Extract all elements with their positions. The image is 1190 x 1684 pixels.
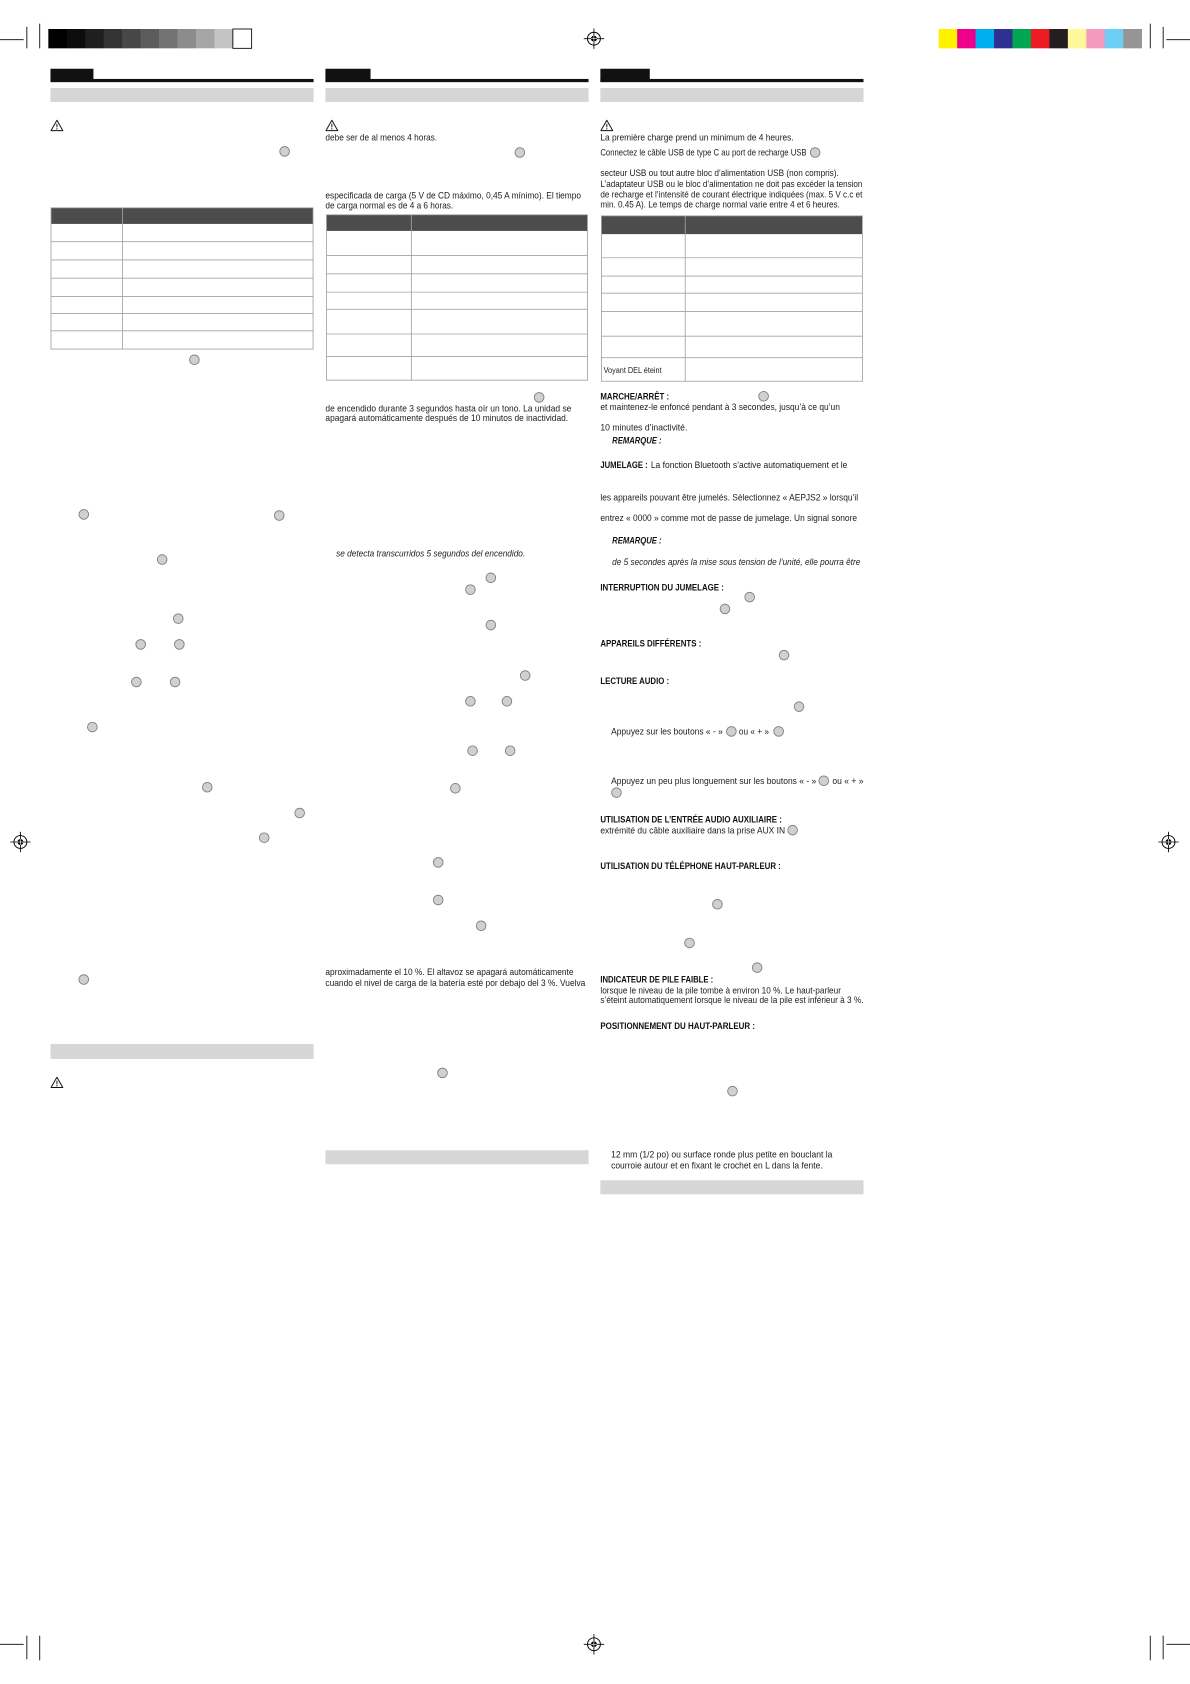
charge-time-text: debe ser de al menos 4 horas. bbox=[325, 132, 438, 143]
volume-short-press-text: Appuyez sur les boutons « - » bbox=[611, 726, 723, 737]
charge-time-text: La première charge prend un minimum de 4 heures. bbox=[600, 132, 794, 143]
minus-button-reference-icon bbox=[819, 776, 829, 786]
plus-button-reference-icon bbox=[612, 788, 622, 798]
positioning-text: courroie autour et en fixant le crochet en L dans la fente. bbox=[611, 1160, 823, 1171]
grayscale-swatch bbox=[159, 29, 178, 48]
button-reference-icon bbox=[685, 938, 695, 948]
charge-spec-text: de recharge et l’intensité de courant électrique indiquées (max. 5 V c.c et bbox=[600, 189, 863, 200]
button-reference-icon bbox=[175, 640, 185, 650]
button-reference-icon bbox=[79, 975, 89, 985]
volume-long-press-or-text: ou « + » bbox=[832, 776, 864, 787]
button-reference-icon bbox=[274, 511, 284, 521]
grayscale-swatch bbox=[85, 29, 104, 48]
button-reference-icon bbox=[433, 858, 443, 868]
button-reference-icon bbox=[502, 696, 512, 706]
section-header-bar bbox=[600, 1180, 863, 1194]
section-header-bar bbox=[600, 88, 863, 102]
color-swatch bbox=[1049, 29, 1068, 48]
button-reference-icon bbox=[295, 808, 305, 818]
pairing-text: les appareils pouvant être jumelés. Sélectionnez « AEPJS2 » lorsqu’il bbox=[600, 492, 859, 503]
button-reference-icon bbox=[505, 746, 515, 756]
button-reference-icon bbox=[466, 585, 476, 595]
power-text: apagará automáticamente después de 10 minutos de inactividad. bbox=[325, 413, 569, 423]
pairing-interrupt-heading: INTERRUPTION DU JUMELAGE : bbox=[600, 582, 724, 593]
button-reference-icon bbox=[486, 573, 496, 583]
audio-playback-heading: LECTURE AUDIO : bbox=[600, 676, 670, 687]
column-english bbox=[50, 69, 313, 1088]
charge-spec-text: L’adaptateur USB ou le bloc d’alimentation ne doit pas excéder la tension bbox=[600, 178, 863, 189]
button-reference-icon bbox=[745, 592, 755, 602]
grayscale-color-bar bbox=[48, 29, 251, 48]
button-reference-icon bbox=[157, 555, 167, 565]
grayscale-swatch bbox=[122, 29, 141, 48]
column-french bbox=[600, 69, 863, 1195]
table-border bbox=[326, 215, 587, 380]
grayscale-swatch bbox=[214, 29, 233, 48]
grayscale-swatch bbox=[196, 29, 215, 48]
led-indicator-table bbox=[601, 216, 862, 381]
button-reference-icon bbox=[132, 677, 142, 687]
button-reference-icon bbox=[476, 921, 486, 931]
warning-icon bbox=[51, 120, 63, 130]
charge-spec-text: min. 0.45 A). Le temps de charge normal varie entre 4 et 6 heures. bbox=[600, 199, 840, 210]
crop-marks bbox=[0, 24, 1190, 1661]
table-header bbox=[326, 215, 587, 231]
button-reference-icon bbox=[173, 614, 183, 624]
section-header-bar bbox=[325, 88, 588, 102]
pairing-note-text: se detecta transcurridos 5 segundos del encendido. bbox=[336, 548, 526, 559]
low-battery-text: lorsque le niveau de la pile tombe à environ 10 %. Le haut-parleur bbox=[600, 985, 841, 996]
color-swatch bbox=[1105, 29, 1124, 48]
button-reference-icon bbox=[88, 722, 98, 732]
plus-button-reference-icon bbox=[774, 727, 784, 737]
charge-spec-text: de carga normal es de 4 a 6 horas. bbox=[325, 200, 454, 211]
charge-spec-text: secteur USB ou tout autre bloc d’alimentation USB (non compris). bbox=[600, 168, 839, 179]
registration-mark-icon bbox=[1158, 832, 1178, 852]
section-header-bar bbox=[325, 1150, 588, 1164]
warning-icon bbox=[326, 120, 338, 130]
color-swatch bbox=[976, 29, 995, 48]
registration-mark-icon bbox=[10, 832, 30, 852]
color-swatch bbox=[1068, 29, 1087, 48]
button-reference-icon bbox=[759, 391, 769, 401]
power-text: de encendido durante 3 segundos hasta oír un tono. La unidad se bbox=[325, 403, 572, 414]
volume-short-press-or-text: ou « + » bbox=[738, 726, 769, 737]
pairing-text: entrez « 0000 » comme mot de passe de jumelage. Un signal sonore bbox=[600, 512, 858, 523]
registration-mark-icon bbox=[584, 28, 604, 48]
section-rule bbox=[325, 79, 588, 82]
aux-input-text: extrémité du câble auxiliaire dans la prise AUX IN bbox=[600, 825, 786, 836]
low-battery-text: s’éteint automatiquement lorsque le niveau de la pile est inférieur à 3 %. bbox=[600, 995, 864, 1006]
color-swatch bbox=[994, 29, 1013, 48]
button-reference-icon bbox=[520, 671, 530, 681]
table-header bbox=[51, 208, 313, 224]
power-text: et maintenez-le enfoncé pendant à 3 secondes, jusqu’à ce qu’un bbox=[600, 402, 840, 413]
led-indicator-table bbox=[326, 215, 587, 380]
speakerphone-heading: UTILISATION DU TÉLÉPHONE HAUT-PARLEUR : bbox=[600, 860, 781, 871]
button-reference-icon bbox=[794, 702, 804, 712]
section-header-bar bbox=[50, 1044, 313, 1059]
button-reference-icon bbox=[79, 510, 89, 520]
warning-icon bbox=[601, 120, 613, 130]
low-battery-text: aproximadamente el 10 %. El altavoz se apagará automáticamente bbox=[325, 967, 574, 978]
different-devices-heading: APPAREILS DIFFÉRENTS : bbox=[600, 638, 719, 649]
grayscale-swatch bbox=[233, 29, 252, 48]
aux-in-reference-icon bbox=[788, 825, 798, 835]
button-reference-icon bbox=[280, 147, 290, 157]
pairing-heading: JUMELAGE : bbox=[600, 460, 648, 471]
button-references bbox=[433, 148, 544, 1078]
pairing-text: La fonction Bluetooth s’active automatiquement et le bbox=[650, 460, 848, 471]
led-indicator-table bbox=[51, 208, 313, 349]
aux-input-heading: UTILISATION DE L’ENTRÉE AUDIO AUXILIAIRE : bbox=[600, 814, 813, 825]
section-rule bbox=[600, 79, 863, 82]
volume-long-press-text: Appuyez un peu plus longuement sur les boutons « - » bbox=[611, 776, 817, 787]
grayscale-swatch bbox=[67, 29, 86, 48]
button-reference-icon bbox=[451, 783, 461, 793]
color-swatch bbox=[1012, 29, 1031, 48]
low-battery-heading: INDICATEUR DE PILE FAIBLE : bbox=[600, 974, 714, 985]
charge-connect-text: Connectez le câble USB de type C au port de recharge USB bbox=[600, 147, 807, 158]
button-reference-icon bbox=[136, 640, 146, 650]
button-reference-icon bbox=[752, 963, 762, 973]
positioning-heading: POSITIONNEMENT DU HAUT-PARLEUR : bbox=[600, 1020, 756, 1031]
button-reference-icon bbox=[468, 746, 478, 756]
table-border bbox=[601, 216, 862, 381]
button-reference-icon bbox=[170, 677, 180, 687]
button-reference-icon bbox=[202, 782, 212, 792]
button-reference-icon bbox=[534, 393, 544, 403]
button-references bbox=[612, 148, 829, 1096]
charge-spec-text: especificada de carga (5 V de CD máximo, 0,45 A mínimo). El tiempo bbox=[325, 190, 582, 201]
power-heading: MARCHE/ARRÊT : bbox=[600, 391, 681, 402]
button-reference-icon bbox=[515, 148, 525, 158]
button-reference-icon bbox=[713, 899, 723, 909]
button-reference-icon bbox=[810, 148, 820, 158]
color-swatch bbox=[957, 29, 976, 48]
color-swatch bbox=[939, 29, 958, 48]
note-heading: REMARQUE : bbox=[612, 535, 662, 546]
low-battery-text: cuando el nivel de carga de la batería esté por debajo del 3 %. Vuelva bbox=[325, 977, 587, 988]
warning-icon bbox=[51, 1077, 63, 1087]
button-reference-icon bbox=[190, 355, 200, 365]
button-reference-icon bbox=[720, 604, 730, 614]
column-spanish bbox=[325, 69, 588, 1164]
color-swatch bbox=[1123, 29, 1142, 48]
power-text: 10 minutes d’inactivité. bbox=[600, 422, 688, 433]
button-reference-icon bbox=[728, 1086, 738, 1096]
table-header bbox=[601, 216, 862, 234]
positioning-text: 12 mm (1/2 po) ou surface ronde plus petite en bouclant la bbox=[611, 1149, 834, 1160]
table-cell: Voyant DEL éteint bbox=[603, 366, 663, 376]
section-header-bar bbox=[50, 88, 313, 102]
button-reference-icon bbox=[779, 650, 789, 660]
pairing-note-text: de 5 secondes après la mise sous tension de l’unité, elle pourra être bbox=[612, 556, 861, 567]
button-reference-icon bbox=[259, 833, 269, 843]
button-references bbox=[79, 147, 305, 985]
color-swatch bbox=[1086, 29, 1105, 48]
note-heading: REMARQUE : bbox=[612, 435, 662, 446]
button-reference-icon bbox=[438, 1068, 448, 1078]
grayscale-swatch bbox=[178, 29, 197, 48]
button-reference-icon bbox=[466, 696, 476, 706]
process-color-bar bbox=[939, 29, 1142, 48]
grayscale-swatch bbox=[141, 29, 160, 48]
button-reference-icon bbox=[433, 895, 443, 905]
registration-mark-icon bbox=[584, 1634, 604, 1654]
section-rule bbox=[50, 79, 313, 82]
grayscale-swatch bbox=[48, 29, 67, 48]
color-swatch bbox=[1031, 29, 1050, 48]
minus-button-reference-icon bbox=[727, 727, 737, 737]
button-reference-icon bbox=[486, 620, 496, 630]
grayscale-swatch bbox=[104, 29, 123, 48]
